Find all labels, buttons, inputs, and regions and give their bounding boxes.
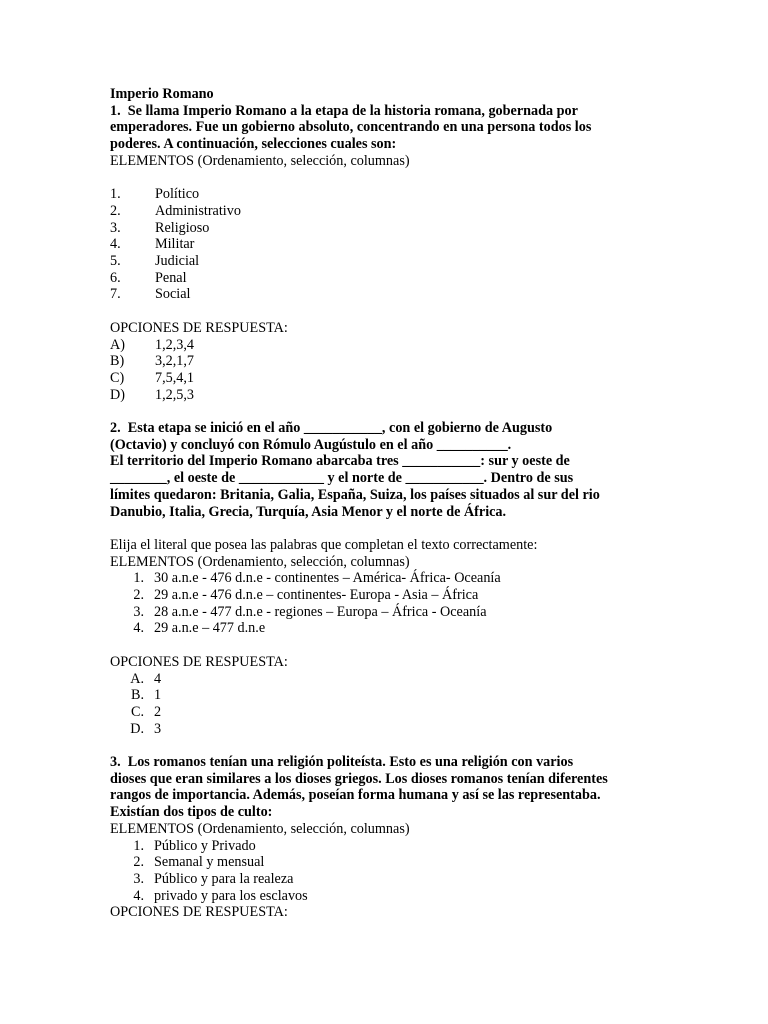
- question-text-line: dioses que eran similares a los dioses griegos. Los dioses romanos tenían diferentes: [110, 770, 608, 787]
- question-2: [110, 420, 650, 737]
- options-list: [110, 337, 650, 404]
- question-text-line: El territorio del Imperio Romano abarcaba tres ___________: sur y oeste de: [110, 453, 570, 470]
- list-item: 5. Judicial: [110, 253, 200, 270]
- page-title: Imperio Romano: [110, 86, 214, 102]
- options-label: OPCIONES DE RESPUESTA:: [110, 319, 288, 336]
- answer-option: C) 7,5,4,1: [110, 369, 195, 386]
- answer-option: C. 2: [130, 703, 162, 720]
- answer-option: A. 4: [130, 670, 162, 687]
- question-text-line: 2. Esta etapa se inició en el año ___________, con el gobierno de Augusto: [110, 420, 553, 437]
- list-item: 1. 30 a.n.e - 476 d.n.e - continentes – América- África- Oceanía: [133, 570, 501, 587]
- answer-option: B) 3,2,1,7: [110, 353, 195, 370]
- document-body: [110, 86, 650, 921]
- question-text-line: poderes. A continuación, selecciones cuales son:: [110, 136, 397, 153]
- options-label: OPCIONES DE RESPUESTA:: [110, 904, 288, 921]
- list-item: 4. Militar: [110, 236, 195, 253]
- question-text-line: (Octavio) y concluyó con Rómulo Augústulo en el año __________.: [110, 436, 512, 453]
- list-item: 2. Semanal y mensual: [133, 854, 265, 871]
- list-item: 1. Público y Privado: [133, 837, 256, 854]
- question-3: [110, 754, 650, 921]
- elements-list: [110, 186, 650, 303]
- list-item: 3. 28 a.n.e - 477 d.n.e - regiones – Europa – África - Oceanía: [133, 603, 487, 620]
- answer-option: D. 3: [130, 720, 162, 737]
- question-1: [110, 103, 650, 404]
- elements-list: [110, 838, 650, 905]
- question-text-line: rangos de importancia. Además, poseían forma humana y así se las representaba.: [110, 787, 601, 804]
- question-text-line: Danubio, Italia, Grecia, Turquía, Asia Menor y el norte de África.: [110, 503, 507, 520]
- elements-label: ELEMENTOS (Ordenamiento, selección, columnas): [110, 152, 410, 169]
- question-number: 3.: [110, 754, 121, 771]
- options-label: OPCIONES DE RESPUESTA:: [110, 653, 288, 670]
- question-text-line: 1. Se llama Imperio Romano a la etapa de la historia romana, gobernada por: [110, 102, 578, 119]
- list-item: 3. Religioso: [110, 219, 210, 236]
- question-text-line: 3. Los romanos tenían una religión politeísta. Esto es una religión con varios: [110, 754, 574, 771]
- answer-option: B. 1: [130, 687, 162, 704]
- question-number: 1.: [110, 102, 121, 119]
- elements-label: ELEMENTOS (Ordenamiento, selección, columnas): [110, 553, 410, 570]
- instruction-text: Elija el literal que posea las palabras que completan el texto correctamente:: [110, 536, 538, 553]
- list-item: 1. Político: [110, 186, 200, 203]
- list-item: 7. Social: [110, 286, 191, 303]
- question-number: 2.: [110, 420, 121, 437]
- question-text-line: emperadores. Fue un gobierno absoluto, concentrando en una persona todos los: [110, 119, 592, 136]
- list-item: 3. Público y para la realeza: [133, 870, 294, 887]
- list-item: 2. Administrativo: [110, 202, 241, 219]
- options-list: [110, 671, 650, 738]
- answer-option: D) 1,2,5,3: [110, 386, 195, 403]
- answer-option: A) 1,2,3,4: [110, 336, 195, 353]
- list-item: 4. 29 a.n.e – 477 d.n.e: [133, 620, 266, 637]
- elements-list: [110, 570, 650, 637]
- elements-label: ELEMENTOS (Ordenamiento, selección, columnas): [110, 820, 410, 837]
- question-text-line: Existían dos tipos de culto:: [110, 804, 273, 821]
- question-text-line: límites quedaron: Britania, Galia, España, Suiza, los países situados al sur del rio: [110, 486, 600, 503]
- question-text-line: ________, el oeste de ____________ y el norte de ___________. Dentro de sus: [110, 470, 574, 487]
- list-item: 6. Penal: [110, 269, 187, 286]
- list-item: 4. privado y para los esclavos: [133, 887, 308, 904]
- list-item: 2. 29 a.n.e - 476 d.n.e – continentes- Europa - Asia – África: [133, 587, 479, 604]
